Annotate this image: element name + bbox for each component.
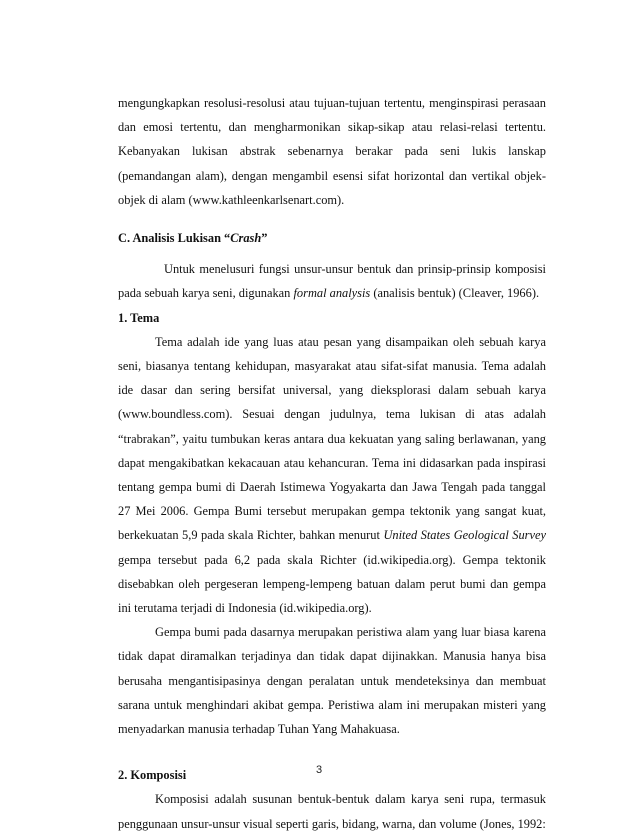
tema-text-before: Tema adalah ide yang luas atau pesan yang disampaikan oleh sebuah karya seni, biasanya tentang kehidupan, masyarakat atau sifat-sifat manusia. Tema adalah ide dasar dan sering bersifat universal, yang dieksplorasi dalam sebuah karya (www.boundless.com). Sesuai dengan judulnya, tema lukisan di atas adalah “trabrakan”, yaitu tumbukan keras antara dua kekuatan yang saling berlawanan, yang dapat mengakibatkan kekacauan atau kehancuran. Tema ini didasarkan pada inspirasi tentang gempa bumi di Daerah Istimewa Yogyakarta dan Jawa Tengah pada tanggal 27 Mei 2006. Gempa Bumi tersebut merupakan gempa tektonik yang sangat kuat, berkekuatan 5,9 pada skala Richter, bahkan menurut — [118, 334, 546, 543]
section-heading-prefix: C. Analisis Lukisan “ — [118, 231, 231, 246]
section-intro-paragraph — [118, 257, 546, 305]
section-heading-title: Crash — [230, 231, 262, 246]
subsection-heading-tema: 1. Tema — [118, 310, 160, 325]
body-text — [118, 91, 546, 836]
tema-paragraph-1 — [118, 330, 546, 620]
intro-text-before: Untuk menelusuri fungsi unsur-unsur bentuk dan prinsip-prinsip komposisi pada sebuah karya seni, digunakan — [118, 262, 546, 301]
tema-paragraph-2: Gempa bumi pada dasarnya merupakan peristiwa alam yang luar biasa karena tidak dapat diramalkan terjadinya dan tidak dapat dijinakkan. Manusia hanya bisa berusaha mengantisipasinya dengan peralatan untuk mendeteksinya dan membuat sarana untuk menghindari akibat gempa. Peristiwa alam ini merupakan misteri yang menyadarkan manusia terhadap Tuhan Yang Mahakuasa. — [118, 625, 546, 737]
page-number: 3 — [315, 764, 323, 776]
subsection-heading-komposisi: 2. Komposisi — [118, 768, 187, 783]
komposisi-paragraph-1: Komposisi adalah susunan bentuk-bentuk dalam karya seni rupa, termasuk penggunaan unsur-unsur visual seperti garis, bidang, warna, dan volume (Jones, 1992: — [118, 792, 546, 831]
tema-text-after: gempa tersebut pada 6,2 pada skala Richter (id.wikipedia.org). Gempa tektonik disebabkan oleh pergeseran lempeng-lempeng batuan dalam perut bumi dan gempa ini terutama terjadi di Indonesia (id.wikipedia.org). — [118, 552, 546, 616]
intro-text-after: (analisis bentuk) (Cleaver, 1966). — [370, 286, 540, 301]
section-heading-c — [118, 226, 546, 250]
section-heading-suffix: ” — [261, 231, 268, 246]
tema-text-italic: United States Geological Survey — [383, 528, 546, 543]
paragraph-continuation: mengungkapkan resolusi-resolusi atau tujuan-tujuan tertentu, menginspirasi perasaan dan emosi tertentu, dan mengharmonikan sikap-sikap atau relasi-relasi tertentu. Kebanyakan lukisan abstrak sebenarnya berakar pada seni lukis lanskap (pemandangan alam), dengan mengambil esensi sifat horizontal dan vertikal objek-objek di alam (www.kathleenkarlsenart.com). — [118, 96, 546, 207]
intro-text-italic: formal analysis — [293, 286, 371, 301]
